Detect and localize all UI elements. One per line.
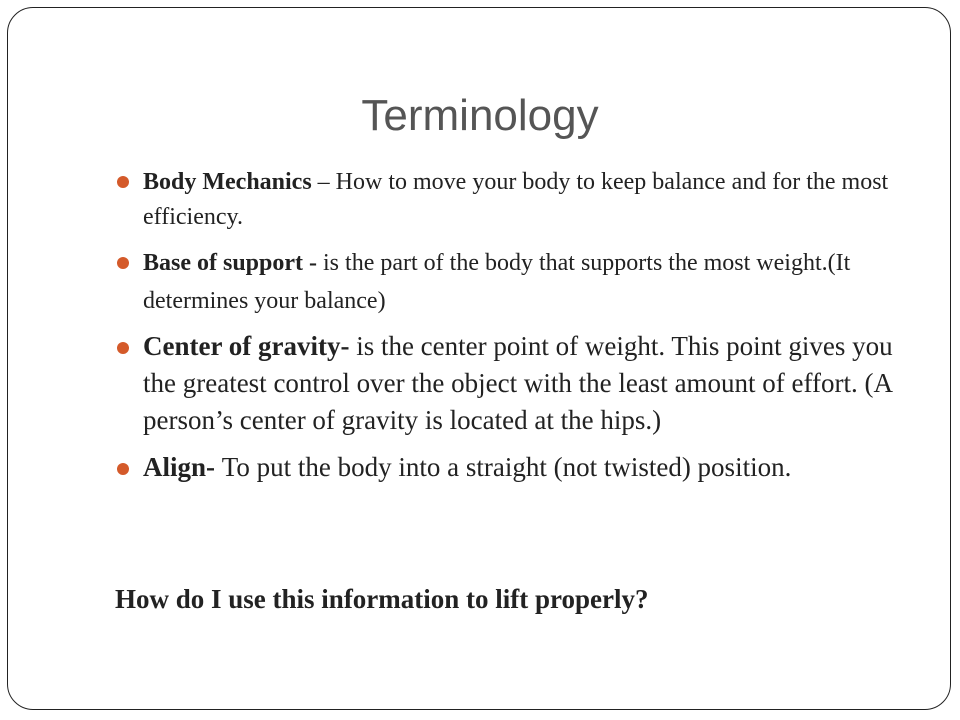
term-definition: is the part of the body that supports the most weight.(It determines your balance) [143,250,851,314]
slide-frame [7,7,951,710]
term-definition: is the center point of weight. This point gives you the greatest control over the object with the least amount of effort. (A person’s center of gravity is located at the hips.) [143,331,893,435]
bullet-dot-icon [117,342,129,354]
bullet-body-mechanics [108,165,908,235]
bullet-dot-icon [117,257,129,269]
terminology-list [108,165,908,486]
bullet-align [108,449,908,486]
term-label: Align- [143,452,222,482]
term-definition: – How to move your body to keep balance and for the most efficiency. [143,169,889,230]
slide-title: Terminology [361,91,599,140]
term-definition: To put the body into a straight (not twisted) position. [221,452,792,482]
bullet-center-of-gravity [108,328,908,439]
bullet-dot-icon [117,176,129,188]
bullet-dot-icon [117,463,129,475]
bullet-base-of-support [108,244,908,320]
term-label: Center of gravity- [143,331,357,361]
term-label: Base of support - [143,250,324,276]
closing-question: How do I use this information to lift properly? [115,584,649,614]
term-label: Body Mechanics [143,169,312,195]
